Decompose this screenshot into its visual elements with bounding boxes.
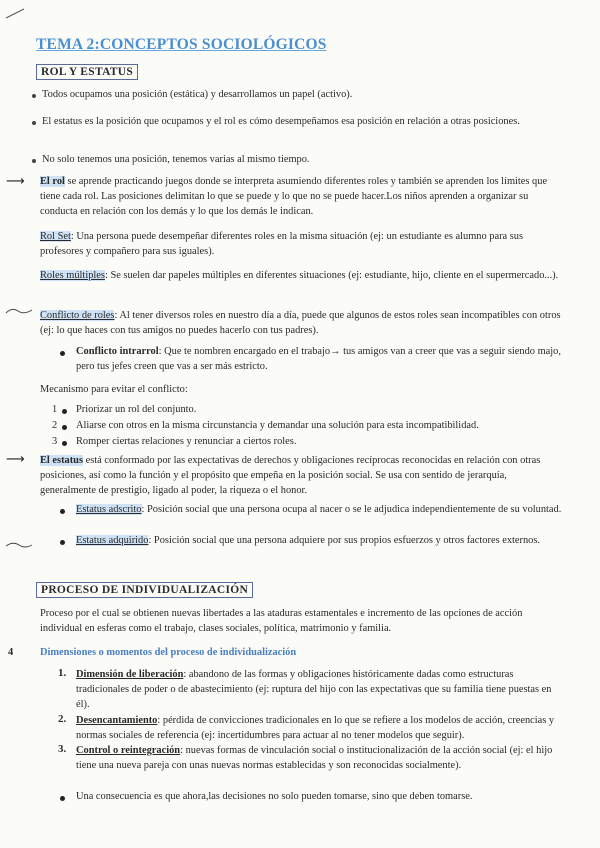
paragraph-rol-set: Rol Set: Una persona puede desempeñar diferentes roles en la misma situación (ej: un estudiante es alumno para sus profesores y compañero para sus iguales). (40, 231, 524, 257)
section-heading-rol-estatus: ROL Y ESTATUS (36, 64, 138, 80)
page-title: TEMA 2:CONCEPTOS SOCIOLÓGICOS (36, 36, 327, 53)
section-heading-individualizacion: PROCESO DE INDIVIDUALIZACIÓN (36, 582, 253, 598)
term-estatus-adquirido: Estatus adquirido (76, 535, 149, 546)
paragraph-conflicto-intrarrol: Conflicto intrarrol: Que te nombren encargado en el trabajo→ tus amigos van a creer que vas a seguir siendo majo, pero tus jefes creen que vas a ser más estricto. (76, 346, 561, 372)
dimension-number: 3. (58, 743, 67, 755)
mecanismo-item-3: Romper ciertas relaciones y renunciar a ciertos roles. (76, 436, 297, 447)
bullet-icon (60, 509, 65, 514)
arrow-right-icon: ⟶ (6, 452, 25, 467)
mecanismo-item-1: Priorizar un rol del conjunto. (76, 404, 197, 415)
bullet-icon (60, 540, 65, 545)
term-roles-multiples: Roles múltiples (40, 270, 105, 281)
pen-mark-icon (4, 306, 34, 316)
mecanismo-number: 3 (52, 436, 58, 447)
paragraph-conflicto-roles: Conflicto de roles: Al tener diversos roles en nuestro día a día, puede que algunos de estos roles sean incompatibles con otros (ej: lo que haces con tus amigos no puedes hacerlo con tus padres). (40, 310, 561, 336)
mecanismo-number: 1 (52, 404, 58, 415)
bullet-icon (32, 159, 36, 163)
bullet-icon (60, 351, 65, 356)
bullet-icon (32, 121, 36, 125)
dimensiones-final: Una consecuencia es que ahora,las decisiones no solo pueden tomarse, sino que deben tomarse. (76, 791, 473, 802)
dimension-item-1: Dimensión de liberación: abandono de las formas y obligaciones históricamente dadas como estructuras tradicionales de poder o de abastecimiento (ej: ruptura del hijo con las expectativas que su familia tiene puestas en él). (76, 669, 552, 710)
paragraph-estatus-adquirido: Estatus adquirido: Posición social que una persona adquiere por sus propios esfuerzos y otros factores externos. (76, 535, 541, 546)
bullet-icon (62, 409, 67, 414)
paragraph-estatus: El estatus está conformado por las expectativas de derechos y obligaciones recíprocas reconocidas en relación con otras posiciones, así como la función y el propósito que empeña en la posición social. Se usa con sentido de jerarquía, generalmente de prestigio, ligado al poder, la riqueza o el honor. (40, 455, 541, 496)
mecanismo-item-2: Aliarse con otros en la misma circunstancia y demandar una solución para esta incompatibilidad. (76, 420, 479, 431)
mecanismo-number: 2 (52, 420, 58, 431)
mecanismo-heading: Mecanismo para evitar el conflicto: (40, 384, 188, 395)
dimension-item-3: Control o reintegración: nuevas formas de vinculación social o institucionalización de la acción social (ej: el hijo tiene una nueva pareja con unas nuevas normas establecidas y son reconocidas socialmente). (76, 745, 553, 771)
dimensiones-heading: Dimensiones o momentos del proceso de individualización (40, 647, 297, 658)
term-estatus: El estatus (40, 455, 84, 466)
dimension-number: 1. (58, 667, 67, 679)
term-rol: El rol (40, 176, 65, 187)
intro-line-2: El estatus es la posición que ocupamos y el rol es cómo desempeñamos esa posición en relación a otras posiciones. (42, 116, 520, 127)
intro-line-3: No solo tenemos una posición, tenemos varias al mismo tiempo. (42, 154, 310, 165)
intro-line-1: Todos ocupamos una posición (estática) y desarrollamos un papel (activo). (42, 89, 353, 100)
pen-mark-icon (4, 540, 34, 550)
pen-mark-icon (4, 6, 26, 20)
term-conflicto-roles: Conflicto de roles (40, 310, 115, 321)
bullet-icon (32, 94, 36, 98)
bullet-icon (62, 425, 67, 430)
term-rol-set: Rol Set (40, 231, 71, 242)
paragraph-proceso: Proceso por el cual se obtienen nuevas libertades a las ataduras estamentales e incremento de las opciones de acción individual en esferas como el trabajo, clases sociales, política, matrimonio y familia. (40, 608, 523, 634)
bullet-icon (60, 796, 65, 801)
term-control-reintegracion: Control o reintegración (76, 745, 181, 756)
arrow-right-icon: ⟶ (6, 174, 25, 189)
bullet-icon (62, 441, 67, 446)
term-conflicto-intrarrol: Conflicto intrarrol (76, 346, 159, 357)
term-dimension-liberacion: Dimensión de liberación (76, 669, 184, 680)
dimension-item-2: Desencantamiento: pérdida de convicciones tradicionales en lo que se refiere a los modelos de acción, creencias y normas sociales de referencia (ej: incertidumbres para actuar al no tener modelos que seguir). (76, 715, 555, 741)
paragraph-estatus-adscrito: Estatus adscrito: Posición social que una persona ocupa al nacer o se le adjudica independientemente de su voluntad. (76, 504, 562, 515)
dimensiones-marker: 4 (8, 647, 14, 658)
term-desencantamiento: Desencantamiento (76, 715, 158, 726)
dimension-number: 2. (58, 713, 67, 725)
paragraph-rol: El rol se aprende practicando juegos donde se interpreta asumiendo diferentes roles y también se aprenden los límites que tiene cada rol. Las posiciones delimitan lo que se puede y lo que no se puede hacer.Los niños aprenden a organizar su conducta en relación con los demás y lo que los demás le indican. (40, 176, 548, 217)
term-estatus-adscrito: Estatus adscrito (76, 504, 142, 515)
paragraph-roles-multiples: Roles múltiples: Se suelen dar papeles múltiples en diferentes situaciones (ej: estudiante, hijo, cliente en el supermercado...). (40, 270, 559, 281)
